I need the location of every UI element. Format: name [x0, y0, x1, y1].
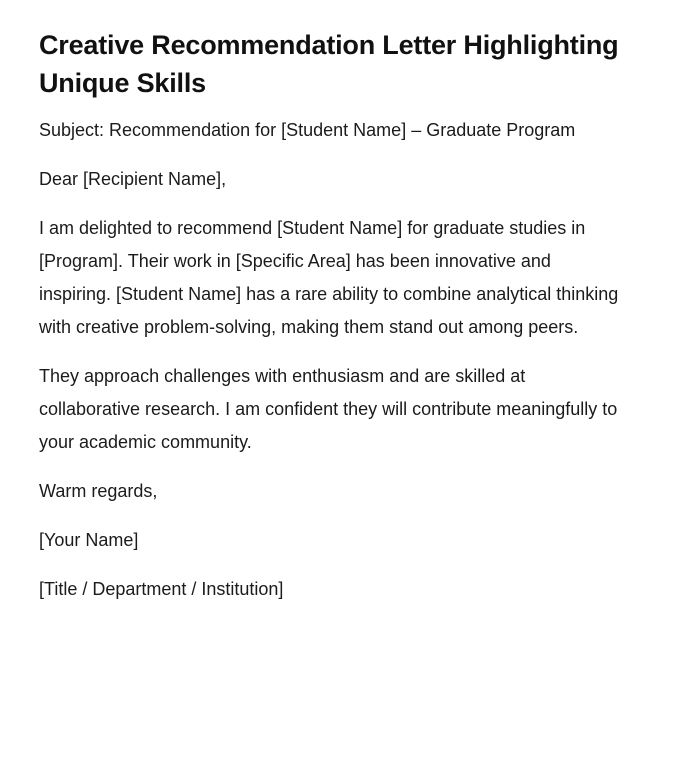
body-paragraph-1: I am delighted to recommend [Student Name] for graduate studies in [Program]. Their work in [Specific Area] has been innovative and inspiring. [Student Name] has a rare ability to combine analytical thinking with creative problem-solving, making them stand out among peers. — [39, 218, 619, 337]
page-title: Creative Recommendation Letter Highlighting Unique Skills — [39, 30, 619, 98]
salutation-line: Dear [Recipient Name], — [39, 169, 227, 189]
body-paragraph-2: They approach challenges with enthusiasm and are skilled at collaborative research. I am confident they will contribute meaningfully to your academic community. — [39, 366, 618, 452]
signature-name: [Your Name] — [39, 530, 139, 550]
signature-title: [Title / Department / Institution] — [39, 579, 284, 599]
closing-line: Warm regards, — [39, 481, 158, 501]
subject-line: Subject: Recommendation for [Student Name] – Graduate Program — [39, 120, 576, 140]
